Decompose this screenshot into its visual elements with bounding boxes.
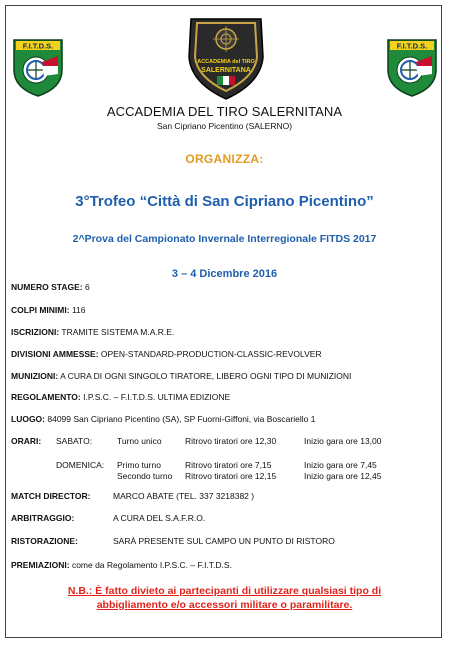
shield-text-1: ACCADEMIA del TIRO: [197, 59, 255, 65]
iscrizioni-row: [11, 327, 174, 337]
iscrizioni-label: ISCRIZIONI:: [11, 327, 60, 337]
arbitraggio-label: ARBITRAGGIO:: [11, 513, 75, 523]
premiazioni-label: PREMIAZIONI:: [11, 560, 70, 570]
secondo-ritrovo: Ritrovo tiratori ore 12,15: [185, 471, 277, 481]
match-director-label: MATCH DIRECTOR:: [11, 491, 91, 501]
colpi-label: COLPI MINIMI:: [11, 305, 70, 315]
munizioni-value: A CURA DI OGNI SINGOLO TIRATORE, LIBERO OGNI TIPO DI MUNIZIONI: [60, 371, 352, 381]
prova-subtitle: 2^Prova del Campionato Invernale Interregionale FITDS 2017: [72, 233, 377, 245]
shield-text-2: SALERNITANA: [201, 67, 251, 74]
fitds-right-text: F.I.T.D.S.: [396, 41, 428, 51]
note-line-2: abbigliamento e/o accessori militare o paramilitare.: [96, 599, 353, 611]
luogo-row: [11, 414, 315, 424]
match-director-value: MARCO ABATE (TEL. 337 3218382 ): [113, 491, 255, 501]
colpi-value: 116: [71, 305, 86, 315]
domenica-label: DOMENICA:: [56, 460, 105, 470]
academy-name: ACCADEMIA DEL TIRO SALERNITANA: [106, 104, 343, 119]
organizza-heading: ORGANIZZA:: [185, 152, 264, 166]
premiazioni-value: come da Regolamento I.P.S.C. – F.I.T.D.S.: [71, 560, 232, 570]
fitds-logo-right: [386, 36, 438, 98]
munizioni-row: [11, 371, 351, 381]
numero-stage-label: NUMERO STAGE:: [11, 282, 83, 292]
arbitraggio-value: A CURA DEL S.A.F.R.O.: [113, 513, 206, 523]
numero-stage-value: 6: [85, 282, 90, 292]
regolamento-label: REGOLAMENTO:: [11, 392, 81, 402]
munizioni-label: MUNIZIONI:: [11, 371, 59, 381]
luogo-value: 84099 San Cipriano Picentino (SA), SP Fuorni-Giffoni, via Boscariello 1: [47, 414, 316, 424]
colpi-row: [11, 305, 86, 315]
note-line-1: N.B.: È fatto divieto ai partecipanti di utilizzare qualsiasi tipo di: [67, 585, 382, 597]
sabato-ritrovo: Ritrovo tiratori ore 12,30: [185, 436, 277, 446]
divisioni-label: DIVISIONI AMMESSE:: [11, 349, 99, 359]
secondo-turno: Secondo turno: [117, 471, 173, 481]
ristorazione-value: SARÀ PRESENTE SUL CAMPO UN PUNTO DI RISTORO: [113, 536, 335, 546]
fitds-logo-left: [12, 36, 64, 98]
event-dates: 3 – 4 Dicembre 2016: [171, 268, 278, 280]
divisioni-row: [11, 349, 322, 359]
premiazioni-row: [11, 560, 232, 570]
ristorazione-label: RISTORAZIONE:: [11, 536, 78, 546]
sabato-label: SABATO:: [56, 436, 93, 446]
regolamento-row: [11, 392, 230, 402]
fitds-left-text: F.I.T.D.S.: [22, 41, 54, 51]
academy-address: San Cipriano Picentino (SALERNO): [156, 121, 293, 131]
primo-ritrovo: Ritrovo tiratori ore 7,15: [185, 460, 272, 470]
iscrizioni-value: TRAMITE SISTEMA M.A.R.E.: [61, 327, 175, 337]
luogo-label: LUOGO:: [11, 414, 45, 424]
trofeo-title: 3°Trofeo “Città di San Cipriano Picentino”: [75, 193, 374, 210]
orari-label: ORARI:: [11, 436, 42, 446]
secondo-inizio: Inizio gara ore 12,45: [304, 471, 382, 481]
accademia-shield-logo: [183, 13, 269, 101]
sabato-inizio: Inizio gara ore 13,00: [304, 436, 382, 446]
primo-inizio: Inizio gara ore 7,45: [304, 460, 377, 470]
primo-turno: Primo turno: [117, 460, 161, 470]
sabato-turno: Turno unico: [117, 436, 162, 446]
regolamento-value: I.P.S.C. – F.I.T.D.S. ULTIMA EDIZIONE: [83, 392, 231, 402]
divisioni-value: OPEN-STANDARD-PRODUCTION-CLASSIC-REVOLVER: [100, 349, 322, 359]
numero-stage-row: [11, 282, 90, 292]
